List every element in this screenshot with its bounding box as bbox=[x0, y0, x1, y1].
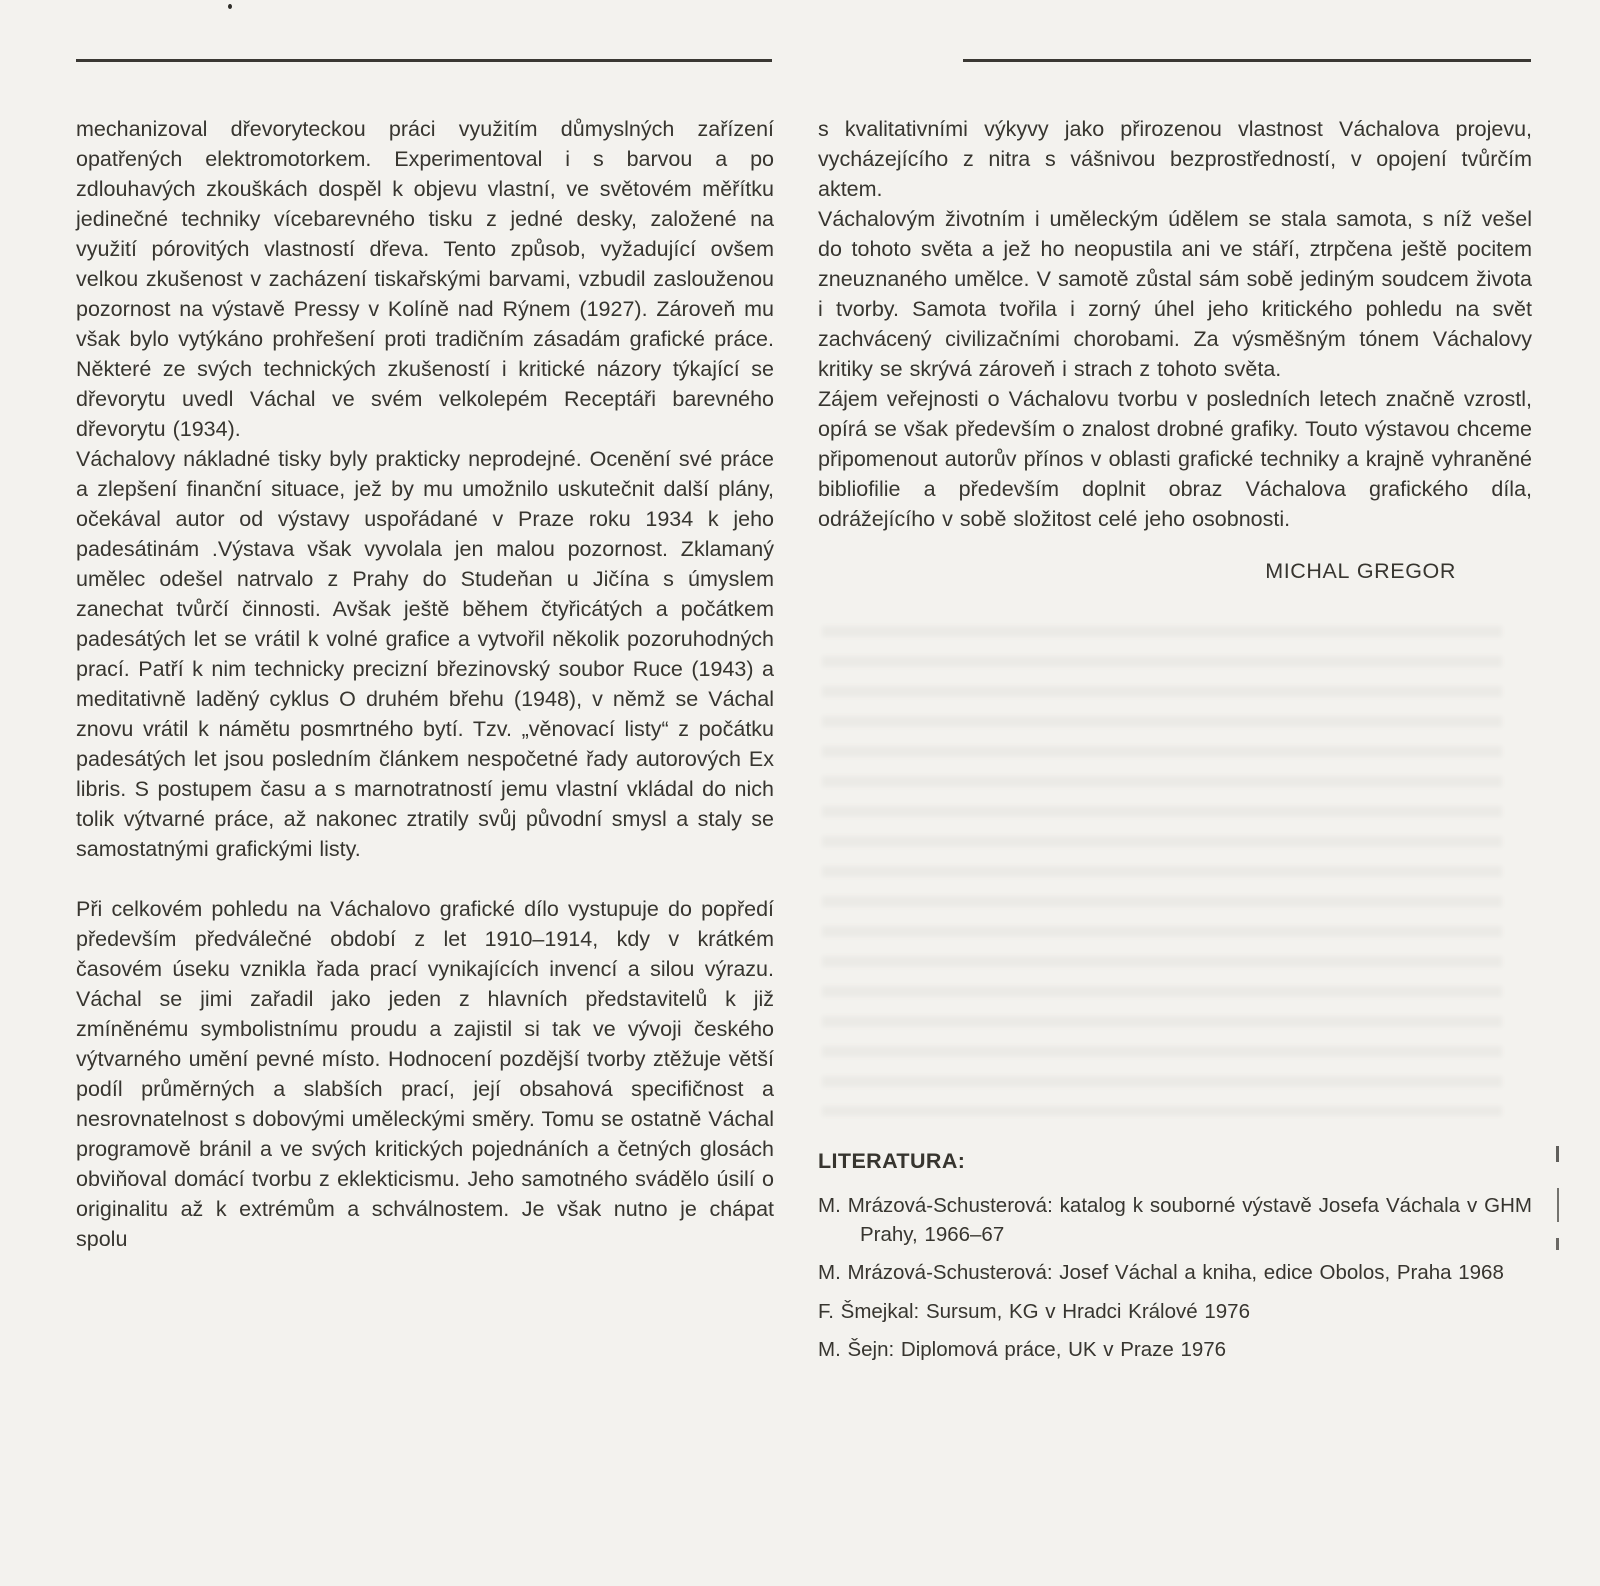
scan-artifact bbox=[1556, 1238, 1559, 1250]
literature-item: M. Šejn: Diplomová práce, UK v Praze 1976 bbox=[818, 1338, 1227, 1361]
text-column-right bbox=[818, 114, 1532, 1375]
scan-artifact bbox=[1557, 1188, 1559, 1222]
scan-artifact bbox=[228, 4, 232, 9]
body-paragraph: Váchalovy nákladné tisky byly prakticky neprodejné. Ocenění své práce a zlepšení finanční situace, jež by mu umožnilo uskutečnit další plány, očekával autor od výstavy uspořádané v Praze roku 1934 k jeho padesátinám .Výstava však vyvolala jen malou pozornost. Zklamaný umělec odešel natrvalo z Prahy do Studeňan u Jičína s úmyslem zanechat tvůrčí činnosti. Avšak ještě během čtyřicátých a počátkem padesátých let se vrátil k volné grafice a vytvořil několik pozoruhodných prací. Patří k nim technicky precizní březinovský soubor Ruce (1943) a meditativně laděný cyklus O druhém břehu (1948), v němž se Váchal znovu vrátil k námětu posmrtného bytí. Tzv. „věnovací listy“ z počátku padesátých let jsou posledním článkem nespočetné řady autorových Ex libris. S postupem času a s marnotratností jemu vlastní vkládal do nich tolik výtvarné práce, až nakonec ztratily svůj původní smysl a staly se samostatnými grafickými listy. bbox=[76, 447, 774, 861]
page-bleedthrough bbox=[818, 586, 1532, 1146]
body-paragraph: s kvalitativními výkyvy jako přirozenou vlastnost Váchalova projevu, vycházejícího z nitra s vášnivou bezprostředností, v opojení tvůrčím aktem. bbox=[818, 117, 1532, 201]
body-paragraph: Při celkovém pohledu na Váchalovo grafické dílo vystupuje do popředí především předválečné období z let 1910–1914, kdy v krátkém časovém úseku vznikla řada prací vynikajících invencí a silou výrazu. Váchal se jimi zařadil jako jeden z hlavních představitelů k již zmíněnému symbolistnímu proudu a zajistil si tak ve vývoji českého výtvarného umění pevné místo. Hodnocení pozdější tvorby ztěžuje větší podíl průměrných a slabších prací, její obsahová specifičnost a nesrovnatelnost s dobovými uměleckými směry. Tomu se ostatně Váchal programově bránil a ve svých kritických pojednáních a četných glosách obviňoval domácí tvorbu z eklekticismu. Jeho samotného svádělo úsilí o originalitu až k extrémům a schválnostem. Je však nutno je chápat spolu bbox=[76, 897, 774, 1251]
body-paragraph: Váchalovým životním i uměleckým údělem se stala samota, s níž vešel do tohoto světa a jež ho neopustila ani ve stáří, ztrpčena ještě pocitem zneuznaného umělce. V samotě zůstal sám sobě jediným soudcem života i tvorby. Samota tvořila i zorný úhel jeho kritického pohledu na svět zachvácený civilizačními chorobami. Za výsměšným tónem Váchalovy kritiky se skrývá zároveň i strach z tohoto světa. bbox=[818, 207, 1532, 381]
top-rule-right bbox=[963, 59, 1531, 62]
body-paragraph: Zájem veřejnosti o Váchalovu tvorbu v posledních letech značně vzrostl, opírá se však především o znalost drobné grafiky. Touto výstavou chceme připomenout autorův přínos v oblasti grafické techniky a krajně vyhraněné bibliofilie a především doplnit obraz Váchalova grafického díla, odrážejícího v sobě složitost celé jeho osobnosti. bbox=[818, 387, 1532, 531]
literature-heading: LITERATURA: bbox=[818, 1149, 966, 1173]
author-byline: MICHAL GREGOR bbox=[1265, 559, 1456, 583]
literature-item: M. Mrázová-Schusterová: katalog k souborné výstavě Josefa Váchala v GHM Prahy, 1966–67 bbox=[818, 1194, 1532, 1246]
bleedthrough-ghost-text bbox=[822, 626, 1502, 1116]
top-rule-left bbox=[76, 59, 772, 62]
literature-item: M. Mrázová-Schusterová: Josef Váchal a kniha, edice Obolos, Praha 1968 bbox=[818, 1261, 1504, 1284]
text-column-left bbox=[76, 114, 774, 1254]
body-paragraph: mechanizoval dřevoryteckou práci využitím důmyslných zařízení opatřených elektromotorkem. Experimentoval i s barvou a po zdlouhavých zkouškách dospěl k objevu vlastní, ve světovém měřítku jedinečné techniky vícebarevného tisku z jedné desky, založené na využití pórovitých vlastností dřeva. Tento způsob, vyžadující ovšem velkou zkušenost v zacházení tiskařskými barvami, vzbudil zaslouženou pozornost na výstavě Pressy v Kolíně nad Rýnem (1927). Zároveň mu však bylo vytýkáno prohřešení proti tradičním zásadám grafické práce. Některé ze svých technických zkušeností i kritické názory týkající se dřevorytu uvedl Váchal ve svém velkolepém Receptáři barevného dřevorytu (1934). bbox=[76, 117, 774, 441]
scan-artifact bbox=[1556, 1146, 1559, 1162]
literature-item: F. Šmejkal: Sursum, KG v Hradci Králové 1976 bbox=[818, 1299, 1250, 1323]
